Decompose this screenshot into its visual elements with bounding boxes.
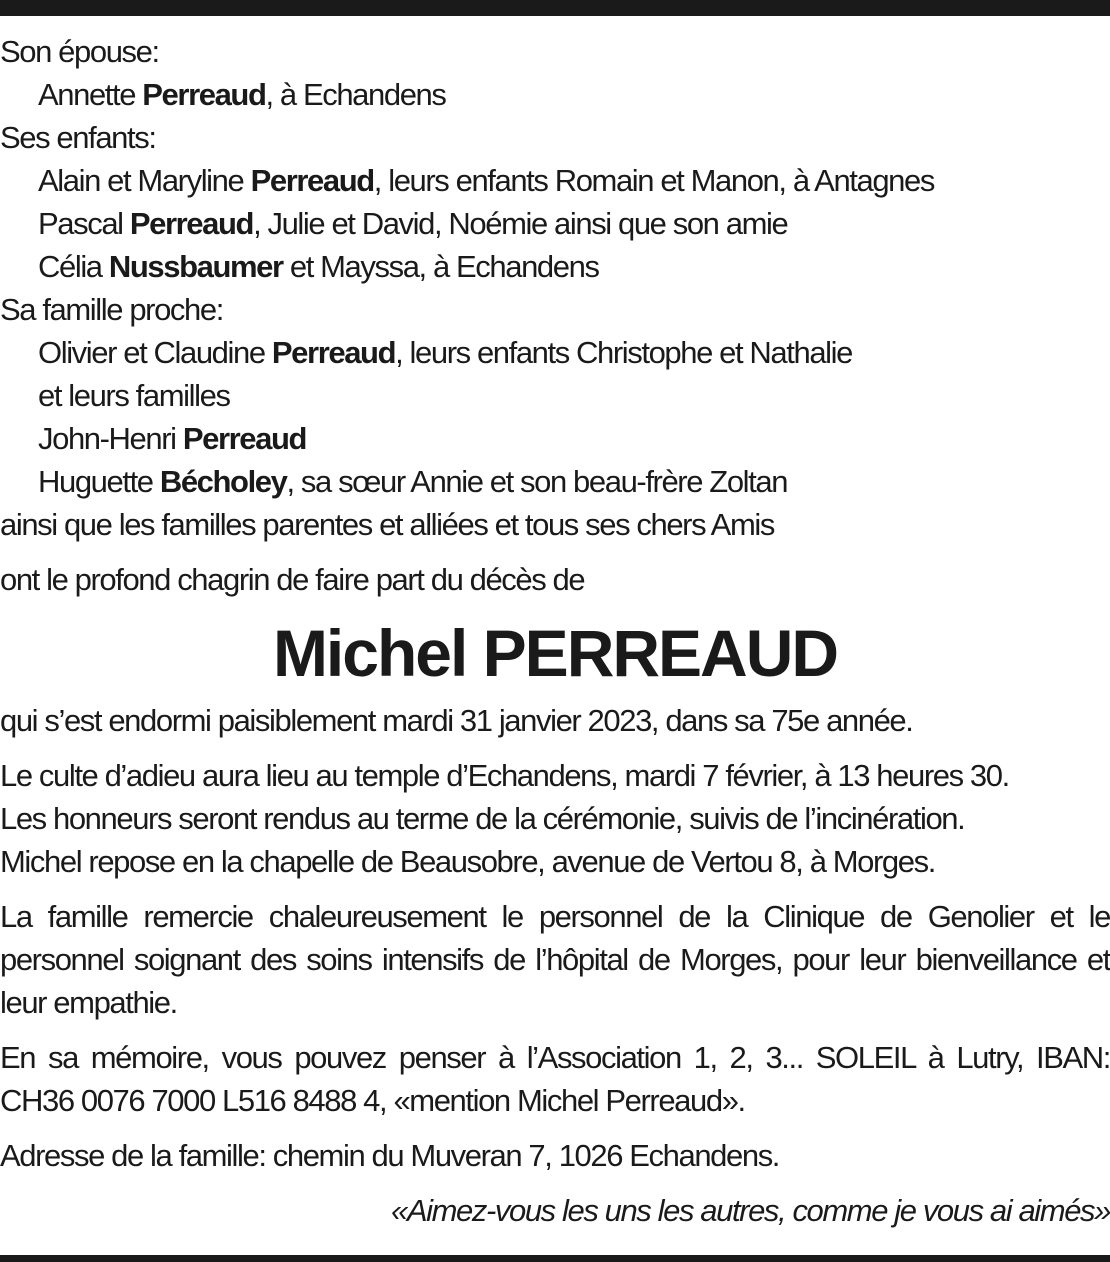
closing-quote: «Aimez-vous les uns les autres, comme je vous ai aimés» [391,1193,1110,1228]
family-line-4: Huguette Bécholey, sa sœur Annie et son beau-frère Zoltan [38,464,788,499]
announce-line: ont le profond chagrin de faire part du décès de [0,562,585,597]
ceremony-line-3: Michel repose en la chapelle de Beausobre, avenue de Vertou 8, à Morges. [0,844,935,879]
obituary-notice [0,30,1110,1232]
family-heading: Sa famille proche: [0,292,223,327]
memorial-paragraph: En sa mémoire, vous pouvez penser à l’Association 1, 2, 3... SOLEIL à Lutry, IBAN: CH36 0076 7000 L516 8488 4, «mention Michel Perreaud». [0,1040,1110,1118]
deceased-name: Michel PERREAUD [272,616,838,690]
family-line-1: Olivier et Claudine Perreaud, leurs enfants Christophe et Nathalie [38,335,852,370]
thanks-paragraph: La famille remercie chaleureusement le personnel de la Clinique de Genolier et le personnel soignant des soins intensifs de l’hôpital de Morges, pour leur bienveillance et leur empathie. [0,899,1110,1020]
children-line-1: Alain et Maryline Perreaud, leurs enfants Romain et Manon, à Antagnes [38,163,934,198]
ceremony-line-1: Le culte d’adieu aura lieu au temple d’Echandens, mardi 7 février, à 13 heures 30. [0,758,1009,793]
children-heading: Ses enfants: [0,120,156,155]
family-line-2: et leurs familles [38,378,230,413]
children-line-2: Pascal Perreaud, Julie et David, Noémie ainsi que son amie [38,206,788,241]
relatives-line: ainsi que les familles parentes et alliées et tous ses chers Amis [0,507,774,542]
family-line-3: John-Henri Perreaud [38,421,307,456]
top-rule [0,0,1110,16]
family-address: Adresse de la famille: chemin du Muveran 7, 1026 Echandens. [0,1138,780,1173]
death-line: qui s’est endormi paisiblement mardi 31 janvier 2023, dans sa 75e année. [0,703,913,738]
spouse-line: Annette Perreaud, à Echandens [38,77,446,112]
spouse-heading: Son épouse: [0,34,159,69]
bottom-rule [0,1255,1110,1262]
ceremony-block [0,754,1110,883]
children-line-3: Célia Nussbaumer et Mayssa, à Echandens [38,249,599,284]
ceremony-line-2: Les honneurs seront rendus au terme de la cérémonie, suivis de l’incinération. [0,801,965,836]
